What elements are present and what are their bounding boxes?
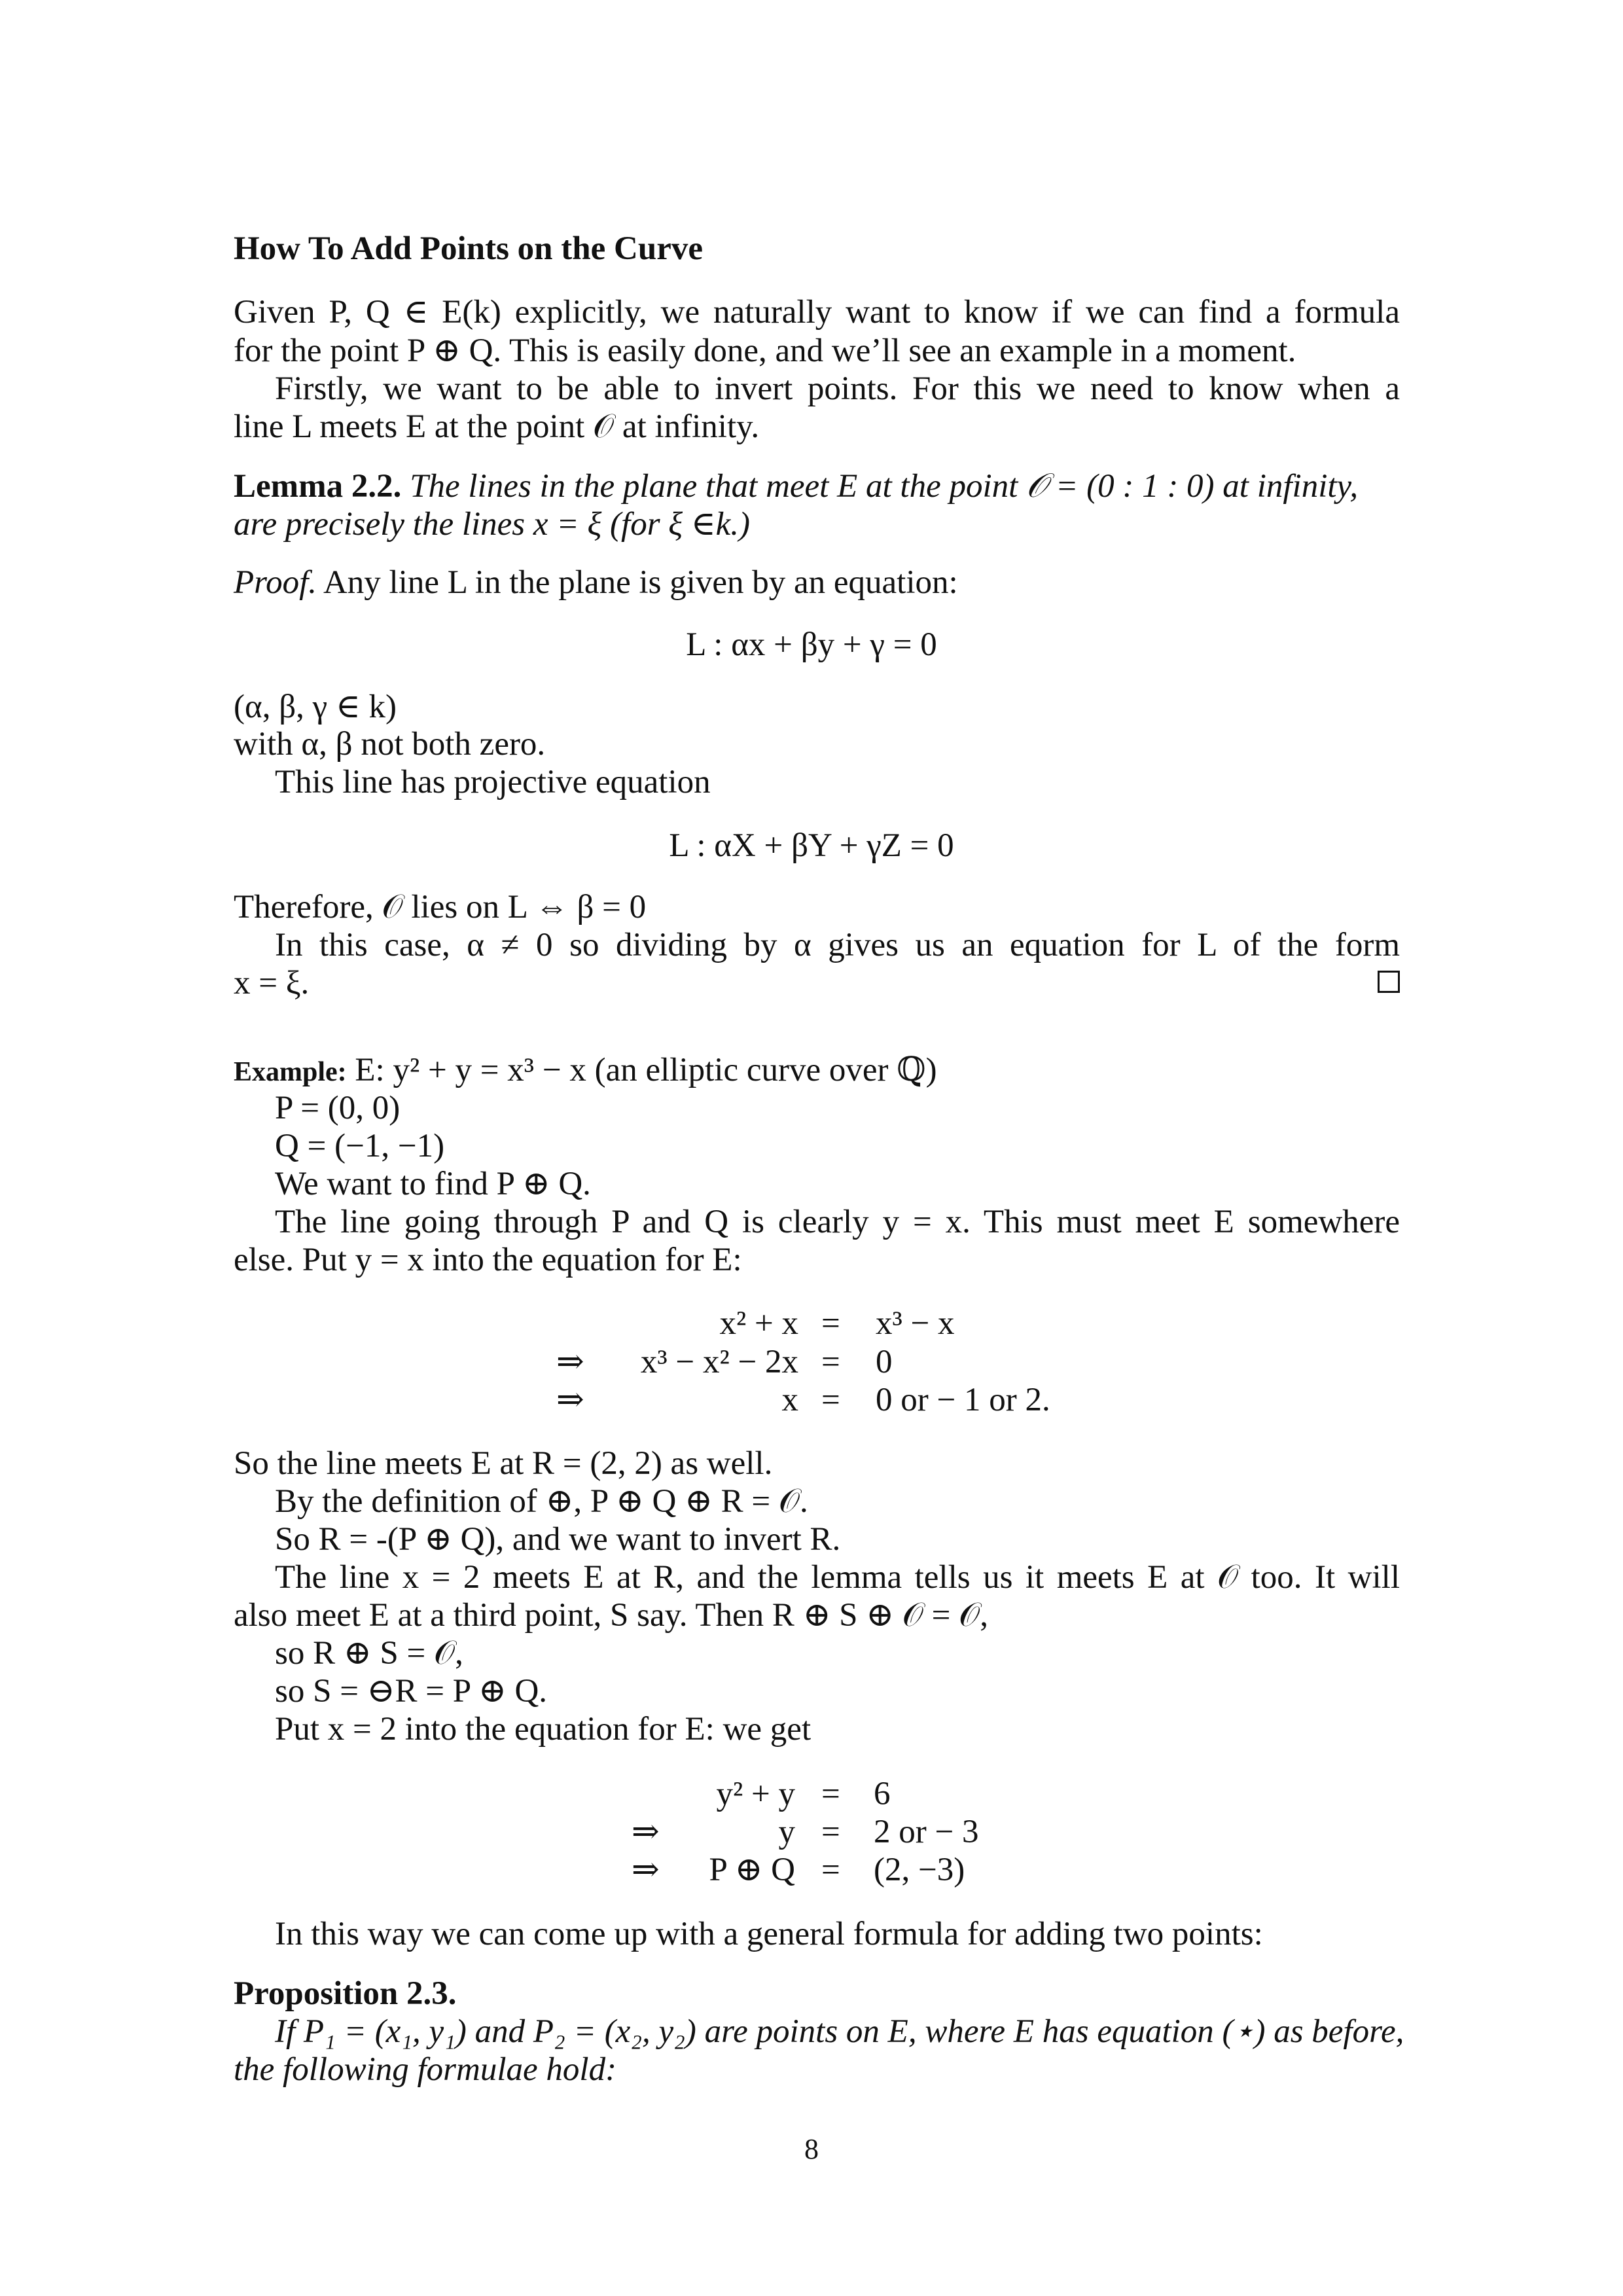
body-text: In this way we can come up with a general formula for adding two points: — [275, 1916, 1263, 1952]
example-head — [234, 1050, 937, 1092]
body-text: So R = -(P ⊕ Q), and we want to invert R. — [275, 1521, 841, 1558]
align-rel: = — [821, 1814, 840, 1850]
align-rhs: 0 — [876, 1344, 893, 1380]
proof-text: Any line L in the plane is given by an equation: — [323, 564, 958, 601]
align-rhs: 2 or − 3 — [874, 1814, 979, 1850]
section-title: How To Add Points on the Curve — [234, 230, 703, 267]
align-rel: = — [821, 1305, 840, 1342]
align-arrow: ⇒ — [632, 1814, 660, 1850]
body-text: so R ⊕ S = 𝒪, — [275, 1635, 463, 1672]
align-lhs: y² + y — [716, 1776, 795, 1812]
body-text: also meet E at a third point, S say. Then R ⊕ S ⊕ 𝒪 = 𝒪, — [234, 1597, 989, 1634]
align-lhs: x² + x — [719, 1305, 798, 1342]
lemma-text: The lines in the plane that meet E at the point 𝒪 = (0 : 1 : 0) at infinity, — [410, 468, 1359, 505]
align-arrow: ⇒ — [632, 1852, 660, 1888]
align-rhs: (2, −3) — [874, 1852, 965, 1888]
proposition-text: If P₁ = (x₁, y₁) and P₂ = (x₂, y₂) are points on E, where E has equation (⋆) as before, — [275, 2013, 1404, 2050]
align-arrow: ⇒ — [556, 1344, 584, 1380]
page-number: 8 — [804, 2133, 819, 2165]
align-rel: = — [821, 1344, 840, 1380]
display-equation: L : αx + βy + γ = 0 — [686, 626, 937, 663]
proof-text: x = ξ. — [234, 965, 310, 1001]
align-rhs: 0 or − 1 or 2. — [876, 1382, 1050, 1418]
example-text: We want to find P ⊕ Q. — [275, 1166, 591, 1202]
body-text: so S = ⊖R = P ⊕ Q. — [275, 1673, 548, 1710]
align-lhs: x³ − x² − 2x — [640, 1344, 798, 1380]
example-text: P = (0, 0) — [275, 1090, 401, 1126]
align-arrow: ⇒ — [556, 1382, 584, 1418]
example-label: Example: — [234, 1057, 347, 1087]
align-lhs: y — [778, 1814, 795, 1850]
example-text: else. Put y = x into the equation for E: — [234, 1242, 742, 1278]
paragraph-line: line L meets E at the point 𝒪 at infinity. — [234, 408, 760, 445]
align-rel: = — [821, 1852, 840, 1888]
lemma-label: Lemma 2.2. — [234, 468, 402, 505]
proof-text: with α, β not both zero. — [234, 726, 546, 762]
proof-text: In this case, α ≠ 0 so dividing by α gives us an equation for L of the form — [275, 927, 1400, 963]
proof-label: Proof. — [234, 564, 317, 601]
paragraph-line: Firstly, we want to be able to invert points. For this we need to know when a — [275, 370, 1400, 407]
align-rel: = — [821, 1776, 840, 1812]
proposition-text: the following formulae hold: — [234, 2051, 617, 2088]
qed-box-icon — [1378, 971, 1400, 993]
lemma-line — [234, 467, 1358, 506]
align-lhs: P ⊕ Q — [709, 1852, 795, 1888]
example-text: The line going through P and Q is clearly y = x. This must meet E somewhere — [275, 1204, 1400, 1240]
align-lhs: x — [781, 1382, 798, 1418]
proof-text: Therefore, 𝒪 lies on L ⇔ β = 0 — [234, 889, 647, 925]
display-equation: L : αX + βY + γZ = 0 — [669, 827, 954, 864]
example-text: E: y² + y = x³ − x (an elliptic curve over ℚ) — [355, 1052, 937, 1088]
proposition-label: Proposition 2.3. — [234, 1975, 457, 2012]
align-rhs: 6 — [874, 1776, 891, 1812]
proof-text: (α, β, γ ∈ k) — [234, 689, 397, 725]
lemma-text: are precisely the lines x = ξ (for ξ ∈k.) — [234, 506, 751, 543]
paragraph-line: Given P, Q ∈ E(k) explicitly, we naturally want to know if we can find a formula — [234, 294, 1400, 331]
example-text: Q = (−1, −1) — [275, 1128, 445, 1164]
proof-line — [234, 563, 958, 602]
body-text: By the definition of ⊕, P ⊕ Q ⊕ R = 𝒪. — [275, 1483, 808, 1520]
body-text: So the line meets E at R = (2, 2) as well. — [234, 1445, 773, 1482]
align-rel: = — [821, 1382, 840, 1418]
paragraph-line: for the point P ⊕ Q. This is easily done, and we’ll see an example in a moment. — [234, 332, 1296, 369]
body-text: The line x = 2 meets E at R, and the lemma tells us it meets E at 𝒪 too. It will — [275, 1559, 1400, 1596]
body-text: Put x = 2 into the equation for E: we get — [275, 1711, 812, 1748]
proof-text: This line has projective equation — [275, 764, 711, 800]
align-rhs: x³ − x — [876, 1305, 955, 1342]
